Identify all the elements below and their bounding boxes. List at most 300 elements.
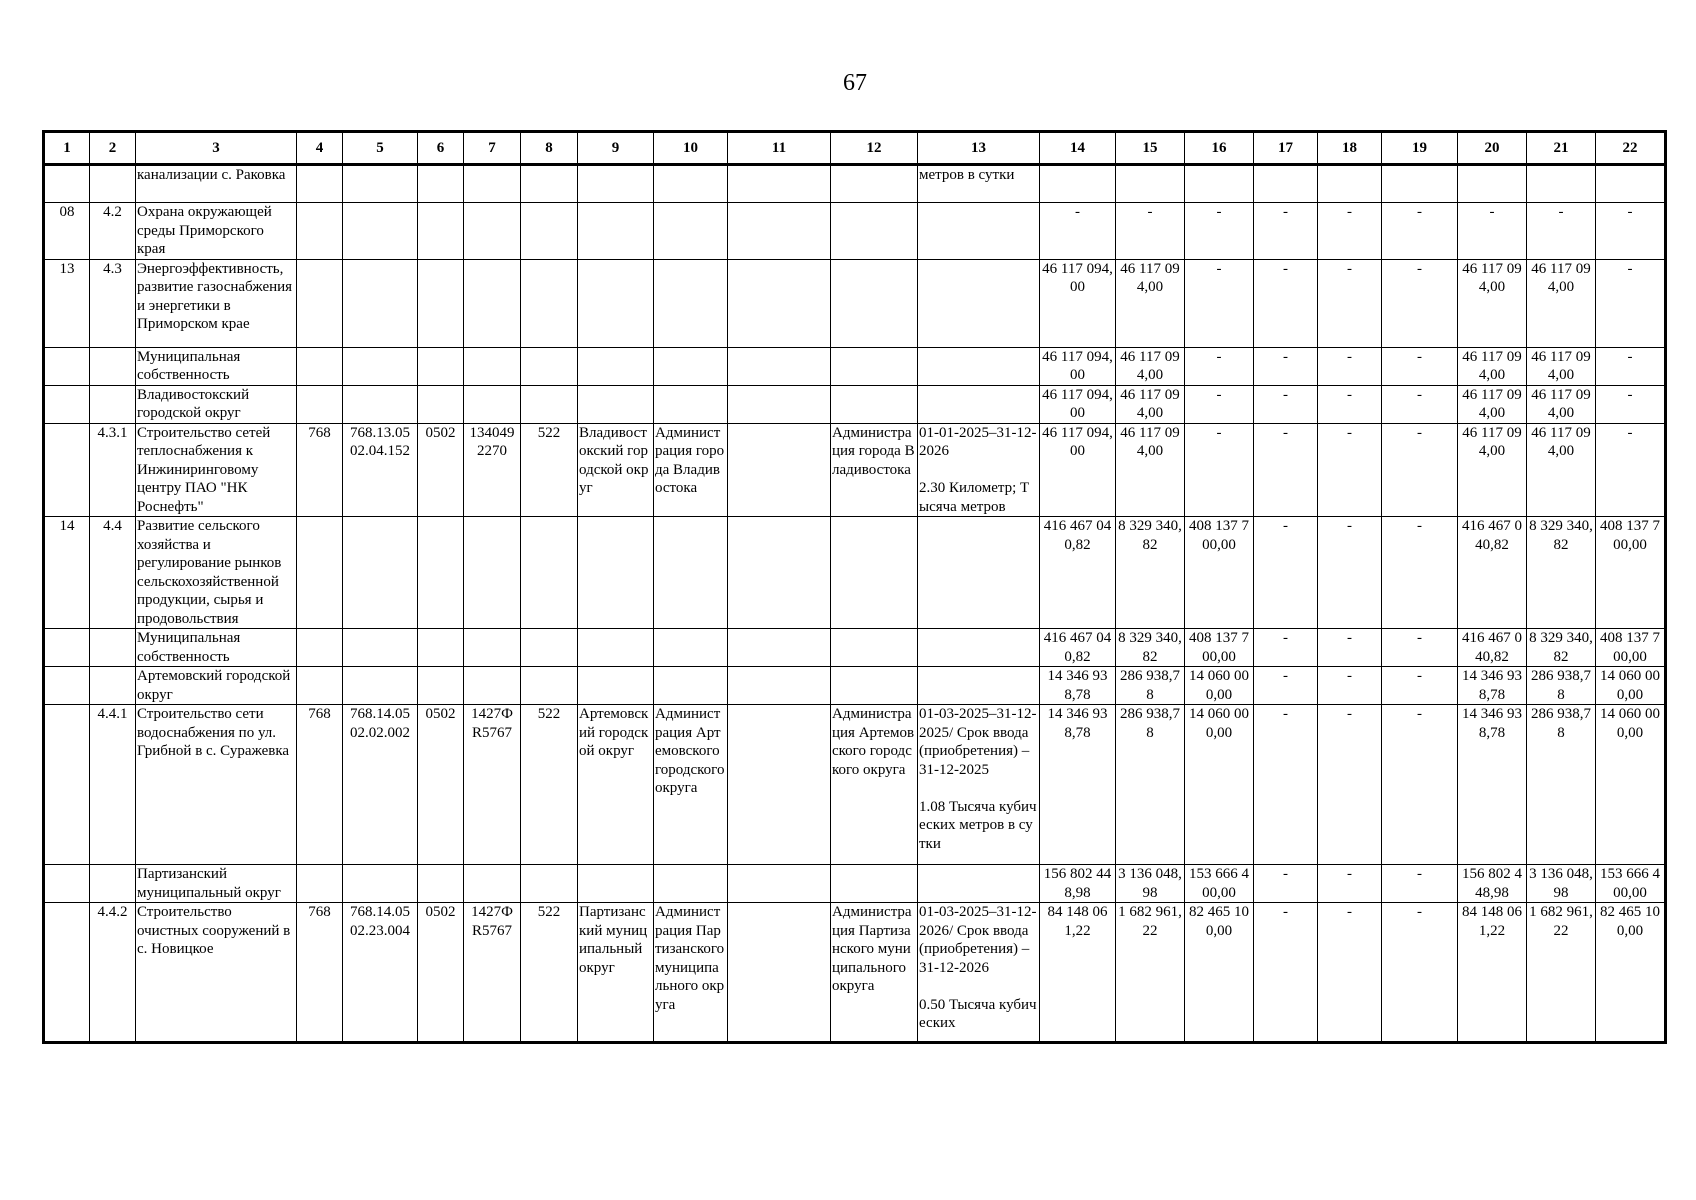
table-cell-col-8: [521, 667, 578, 705]
table-cell-col-12: [831, 385, 918, 423]
table-cell-col-22: -: [1596, 423, 1666, 517]
table-cell-col-17: -: [1254, 259, 1318, 347]
table-cell-col-22: -: [1596, 259, 1666, 347]
table-cell-col-12: [831, 865, 918, 903]
table-cell-col-16: -: [1185, 203, 1254, 260]
column-header-10: 10: [654, 132, 728, 165]
table-cell-col-2: 4.2: [90, 203, 136, 260]
column-header-8: 8: [521, 132, 578, 165]
table-cell-col-2: 4.3: [90, 259, 136, 347]
table-cell-col-3: Владивостокский городской округ: [136, 385, 297, 423]
table-cell-col-18: -: [1318, 705, 1382, 865]
table-cell-col-18: -: [1318, 259, 1382, 347]
table-cell-col-11: [728, 517, 831, 629]
table-cell-col-9: [578, 165, 654, 203]
column-header-4: 4: [297, 132, 343, 165]
table-cell-col-9: [578, 629, 654, 667]
table-cell-col-4: [297, 667, 343, 705]
column-header-16: 16: [1185, 132, 1254, 165]
table-cell-col-20: 156 802 448,98: [1458, 865, 1527, 903]
table-cell-col-13: [918, 203, 1040, 260]
table-cell-col-2: 4.4: [90, 517, 136, 629]
table-cell-col-6: [418, 165, 464, 203]
table-cell-col-14: 46 117 094,00: [1040, 347, 1116, 385]
table-cell-col-22: [1596, 165, 1666, 203]
table-cell-col-21: 46 117 094,00: [1527, 423, 1596, 517]
table-cell-col-13: [918, 385, 1040, 423]
table-cell-col-13: [918, 517, 1040, 629]
table-cell-col-14: 46 117 094,00: [1040, 259, 1116, 347]
table-cell-col-22: -: [1596, 385, 1666, 423]
table-cell-col-20: 46 117 094,00: [1458, 385, 1527, 423]
table-cell-col-11: [728, 423, 831, 517]
table-cell-col-15: 8 329 340,82: [1116, 517, 1185, 629]
column-header-14: 14: [1040, 132, 1116, 165]
table-cell-col-8: 522: [521, 423, 578, 517]
table-cell-col-4: [297, 865, 343, 903]
table-row: [44, 259, 1666, 347]
table-cell-col-7: [464, 203, 521, 260]
table-cell-col-7: [464, 629, 521, 667]
table-row: [44, 667, 1666, 705]
table-cell-col-21: [1527, 165, 1596, 203]
table-cell-col-18: -: [1318, 667, 1382, 705]
table-cell-col-9: Артемовский городской округ: [578, 705, 654, 865]
table-cell-col-19: -: [1382, 259, 1458, 347]
table-cell-col-19: -: [1382, 203, 1458, 260]
table-cell-col-1: [44, 347, 90, 385]
table-cell-col-13: [918, 259, 1040, 347]
table-cell-col-12: [831, 259, 918, 347]
table-cell-col-14: 46 117 094,00: [1040, 423, 1116, 517]
table-cell-col-3: Строительство очистных сооружений в с. Новицкое: [136, 903, 297, 1043]
table-cell-col-8: [521, 865, 578, 903]
table-cell-col-4: [297, 203, 343, 260]
table-cell-col-5: [343, 865, 418, 903]
table-cell-col-1: [44, 423, 90, 517]
table-cell-col-8: [521, 517, 578, 629]
table-cell-col-12: [831, 629, 918, 667]
column-header-17: 17: [1254, 132, 1318, 165]
page-number: 67: [843, 70, 867, 96]
table-cell-col-1: [44, 865, 90, 903]
table-cell-col-6: [418, 667, 464, 705]
table-cell-col-6: [418, 259, 464, 347]
table-row: [44, 385, 1666, 423]
table-cell-col-16: [1185, 165, 1254, 203]
table-cell-col-19: -: [1382, 667, 1458, 705]
table-cell-col-10: Администрация города Владивостока: [654, 423, 728, 517]
table-cell-col-11: [728, 865, 831, 903]
table-cell-col-22: -: [1596, 203, 1666, 260]
table-cell-col-17: -: [1254, 705, 1318, 865]
table-cell-col-16: 153 666 400,00: [1185, 865, 1254, 903]
table-cell-col-18: -: [1318, 385, 1382, 423]
table-cell-col-17: -: [1254, 203, 1318, 260]
table-row: [44, 517, 1666, 629]
table-cell-col-3: Муниципальная собственность: [136, 347, 297, 385]
column-header-19: 19: [1382, 132, 1458, 165]
table-cell-col-22: 14 060 000,00: [1596, 705, 1666, 865]
table-cell-col-6: [418, 517, 464, 629]
table-cell-col-6: 0502: [418, 903, 464, 1043]
table-cell-col-4: [297, 517, 343, 629]
table-cell-col-11: [728, 705, 831, 865]
table-row: [44, 705, 1666, 865]
table-cell-col-2: 4.3.1: [90, 423, 136, 517]
table-cell-col-20: 14 346 938,78: [1458, 667, 1527, 705]
table-cell-col-19: -: [1382, 865, 1458, 903]
table-cell-col-11: [728, 165, 831, 203]
table-cell-col-20: 46 117 094,00: [1458, 423, 1527, 517]
table-cell-col-3: Строительство сетей теплоснабжения к Инжиниринговому центру ПАО "НК Роснефть": [136, 423, 297, 517]
table-cell-col-19: -: [1382, 517, 1458, 629]
table-cell-col-14: 46 117 094,00: [1040, 385, 1116, 423]
column-header-12: 12: [831, 132, 918, 165]
table-cell-col-5: 768.14.05 02.02.002: [343, 705, 418, 865]
table-cell-col-4: 768: [297, 705, 343, 865]
column-header-11: 11: [728, 132, 831, 165]
table-cell-col-15: 46 117 094,00: [1116, 347, 1185, 385]
table-cell-col-8: [521, 165, 578, 203]
table-cell-col-4: [297, 347, 343, 385]
table-cell-col-10: [654, 629, 728, 667]
table-cell-col-18: -: [1318, 903, 1382, 1043]
table-cell-col-10: [654, 259, 728, 347]
table-cell-col-8: [521, 385, 578, 423]
table-cell-col-7: [464, 667, 521, 705]
table-cell-col-2: [90, 165, 136, 203]
table-header-row: [44, 132, 1666, 165]
table-row: [44, 165, 1666, 203]
table-cell-col-5: 768.14.05 02.23.004: [343, 903, 418, 1043]
table-cell-col-7: [464, 259, 521, 347]
table-cell-col-18: [1318, 165, 1382, 203]
table-cell-col-19: -: [1382, 347, 1458, 385]
table-cell-col-3: Партизанский муниципальный округ: [136, 865, 297, 903]
table-cell-col-4: [297, 259, 343, 347]
table-cell-col-4: [297, 629, 343, 667]
table-cell-col-1: [44, 705, 90, 865]
table-cell-col-21: 46 117 094,00: [1527, 347, 1596, 385]
table-cell-col-1: [44, 903, 90, 1043]
table-cell-col-21: -: [1527, 203, 1596, 260]
table-cell-col-9: [578, 347, 654, 385]
table-cell-col-13: [918, 865, 1040, 903]
budget-table: [42, 130, 1667, 1044]
table-cell-col-17: -: [1254, 903, 1318, 1043]
table-cell-col-10: Администрация Артемовского городского округа: [654, 705, 728, 865]
table-cell-col-22: 408 137 700,00: [1596, 629, 1666, 667]
table-cell-col-9: [578, 203, 654, 260]
table-cell-col-21: 8 329 340,82: [1527, 629, 1596, 667]
table-cell-col-22: 82 465 100,00: [1596, 903, 1666, 1043]
table-cell-col-5: 768.13.05 02.04.152: [343, 423, 418, 517]
table-cell-col-15: -: [1116, 203, 1185, 260]
table-cell-col-9: [578, 517, 654, 629]
table-cell-col-20: 84 148 061,22: [1458, 903, 1527, 1043]
table-cell-col-22: 408 137 700,00: [1596, 517, 1666, 629]
table-cell-col-1: 08: [44, 203, 90, 260]
table-cell-col-2: [90, 347, 136, 385]
table-cell-col-18: -: [1318, 517, 1382, 629]
table-cell-col-9: [578, 385, 654, 423]
table-cell-col-9: [578, 865, 654, 903]
table-cell-col-14: 14 346 938,78: [1040, 705, 1116, 865]
table-cell-col-7: [464, 385, 521, 423]
table-cell-col-11: [728, 667, 831, 705]
table-cell-col-16: 408 137 700,00: [1185, 629, 1254, 667]
table-cell-col-13: 01-01-2025–31-12-2026 2.30 Километр; Тысяча метров: [918, 423, 1040, 517]
table-cell-col-17: -: [1254, 385, 1318, 423]
table-cell-col-3: Строительство сети водоснабжения по ул. Грибной в с. Суражевка: [136, 705, 297, 865]
table-cell-col-7: 1427Ф R5767: [464, 903, 521, 1043]
table-cell-col-2: [90, 865, 136, 903]
table-cell-col-19: -: [1382, 423, 1458, 517]
table-cell-col-4: [297, 385, 343, 423]
table-cell-col-6: [418, 629, 464, 667]
table-cell-col-1: 13: [44, 259, 90, 347]
table-cell-col-3: Энергоэффективность, развитие газоснабжения и энергетики в Приморском крае: [136, 259, 297, 347]
table-cell-col-16: 14 060 000,00: [1185, 667, 1254, 705]
table-cell-col-5: [343, 667, 418, 705]
table-cell-col-1: [44, 667, 90, 705]
table-cell-col-1: 14: [44, 517, 90, 629]
table-cell-col-16: -: [1185, 347, 1254, 385]
table-row: [44, 903, 1666, 1043]
table-cell-col-3: Развитие сельского хозяйства и регулирование рынков сельскохозяйственной продукции, сырья и продовольствия: [136, 517, 297, 629]
table-cell-col-14: 416 467 040,82: [1040, 629, 1116, 667]
table-cell-col-12: [831, 517, 918, 629]
table-cell-col-20: 416 467 040,82: [1458, 517, 1527, 629]
table-body: [44, 165, 1666, 1043]
table-cell-col-8: 522: [521, 705, 578, 865]
table-cell-col-15: 46 117 094,00: [1116, 385, 1185, 423]
table-cell-col-17: -: [1254, 517, 1318, 629]
table-cell-col-16: 408 137 700,00: [1185, 517, 1254, 629]
table-cell-col-15: 46 117 094,00: [1116, 423, 1185, 517]
table-cell-col-11: [728, 203, 831, 260]
table-cell-col-4: 768: [297, 903, 343, 1043]
table-cell-col-12: [831, 203, 918, 260]
table-cell-col-13: [918, 667, 1040, 705]
table-cell-col-19: [1382, 165, 1458, 203]
column-header-21: 21: [1527, 132, 1596, 165]
table-cell-col-20: 46 117 094,00: [1458, 259, 1527, 347]
table-cell-col-3: Артемовский городской округ: [136, 667, 297, 705]
column-header-1: 1: [44, 132, 90, 165]
column-header-2: 2: [90, 132, 136, 165]
table-cell-col-2: [90, 385, 136, 423]
table-cell-col-11: [728, 903, 831, 1043]
table-cell-col-14: [1040, 165, 1116, 203]
table-cell-col-7: [464, 347, 521, 385]
table-cell-col-2: 4.4.1: [90, 705, 136, 865]
table-cell-col-10: [654, 203, 728, 260]
table-cell-col-9: [578, 259, 654, 347]
table-cell-col-10: [654, 385, 728, 423]
table-cell-col-10: [654, 667, 728, 705]
table-cell-col-6: 0502: [418, 705, 464, 865]
table-row: [44, 203, 1666, 260]
table-cell-col-17: [1254, 165, 1318, 203]
table-cell-col-17: -: [1254, 423, 1318, 517]
table-cell-col-9: Владивостокский городской округ: [578, 423, 654, 517]
table-cell-col-10: [654, 347, 728, 385]
column-header-18: 18: [1318, 132, 1382, 165]
table-cell-col-7: [464, 165, 521, 203]
table-cell-col-10: Администрация Партизанского муниципального округа: [654, 903, 728, 1043]
table-cell-col-17: -: [1254, 629, 1318, 667]
table-cell-col-21: 286 938,78: [1527, 705, 1596, 865]
column-header-15: 15: [1116, 132, 1185, 165]
table-cell-col-14: 14 346 938,78: [1040, 667, 1116, 705]
table-cell-col-5: [343, 203, 418, 260]
table-cell-col-14: 84 148 061,22: [1040, 903, 1116, 1043]
table-cell-col-16: -: [1185, 423, 1254, 517]
table-cell-col-3: Охрана окружающей среды Приморского края: [136, 203, 297, 260]
table-cell-col-10: [654, 517, 728, 629]
table-cell-col-13: [918, 347, 1040, 385]
table-cell-col-15: 3 136 048,98: [1116, 865, 1185, 903]
table-cell-col-15: 46 117 094,00: [1116, 259, 1185, 347]
column-header-20: 20: [1458, 132, 1527, 165]
table-cell-col-7: 134049 2270: [464, 423, 521, 517]
table-cell-col-21: 46 117 094,00: [1527, 259, 1596, 347]
table-cell-col-5: [343, 259, 418, 347]
table-cell-col-16: 82 465 100,00: [1185, 903, 1254, 1043]
table-cell-col-10: [654, 165, 728, 203]
table-cell-col-22: 153 666 400,00: [1596, 865, 1666, 903]
table-cell-col-1: [44, 165, 90, 203]
table-cell-col-18: -: [1318, 203, 1382, 260]
table-cell-col-12: [831, 165, 918, 203]
column-header-5: 5: [343, 132, 418, 165]
table-cell-col-20: [1458, 165, 1527, 203]
table-cell-col-19: -: [1382, 903, 1458, 1043]
table-cell-col-5: [343, 517, 418, 629]
table-cell-col-17: -: [1254, 667, 1318, 705]
table-cell-col-19: -: [1382, 385, 1458, 423]
table-cell-col-6: [418, 203, 464, 260]
table-cell-col-17: -: [1254, 865, 1318, 903]
table-cell-col-12: [831, 667, 918, 705]
table-cell-col-18: -: [1318, 423, 1382, 517]
table-cell-col-5: [343, 385, 418, 423]
table-cell-col-5: [343, 165, 418, 203]
table-row: [44, 347, 1666, 385]
table-cell-col-16: -: [1185, 385, 1254, 423]
table-cell-col-10: [654, 865, 728, 903]
table-cell-col-18: -: [1318, 865, 1382, 903]
table-cell-col-8: [521, 259, 578, 347]
table-cell-col-5: [343, 347, 418, 385]
column-header-9: 9: [578, 132, 654, 165]
table-row: [44, 865, 1666, 903]
table-cell-col-11: [728, 629, 831, 667]
table-cell-col-18: -: [1318, 629, 1382, 667]
table-cell-col-22: -: [1596, 347, 1666, 385]
table-cell-col-21: 46 117 094,00: [1527, 385, 1596, 423]
table-cell-col-16: -: [1185, 259, 1254, 347]
table-cell-col-15: 8 329 340,82: [1116, 629, 1185, 667]
table-cell-col-2: [90, 667, 136, 705]
table-cell-col-21: 8 329 340,82: [1527, 517, 1596, 629]
column-header-22: 22: [1596, 132, 1666, 165]
table-cell-col-7: [464, 517, 521, 629]
table-cell-col-16: 14 060 000,00: [1185, 705, 1254, 865]
table-cell-col-21: 286 938,78: [1527, 667, 1596, 705]
table-cell-col-3: Муниципальная собственность: [136, 629, 297, 667]
table-cell-col-14: -: [1040, 203, 1116, 260]
table-cell-col-7: [464, 865, 521, 903]
table-cell-col-12: Администрация города Владивостока: [831, 423, 918, 517]
table-cell-col-20: 14 346 938,78: [1458, 705, 1527, 865]
table-cell-col-2: [90, 629, 136, 667]
table-cell-col-2: 4.4.2: [90, 903, 136, 1043]
table-cell-col-1: [44, 385, 90, 423]
table-cell-col-5: [343, 629, 418, 667]
table-cell-col-8: 522: [521, 903, 578, 1043]
column-header-3: 3: [136, 132, 297, 165]
table-cell-col-11: [728, 385, 831, 423]
table-row: [44, 629, 1666, 667]
table-cell-col-4: [297, 165, 343, 203]
table-cell-col-13: 01-03-2025–31-12-2026/ Срок ввода (приобретения) – 31-12-2026 0.50 Тысяча кубических: [918, 903, 1040, 1043]
table-cell-col-20: 416 467 040,82: [1458, 629, 1527, 667]
table-cell-col-13: 01-03-2025–31-12-2025/ Срок ввода (приобретения) – 31-12-2025 1.08 Тысяча кубических метров в сутки: [918, 705, 1040, 865]
table-cell-col-15: 286 938,78: [1116, 667, 1185, 705]
table-cell-col-6: 0502: [418, 423, 464, 517]
column-header-7: 7: [464, 132, 521, 165]
table-cell-col-15: 286 938,78: [1116, 705, 1185, 865]
table-cell-col-8: [521, 203, 578, 260]
table-cell-col-19: -: [1382, 705, 1458, 865]
table-cell-col-14: 156 802 448,98: [1040, 865, 1116, 903]
column-header-13: 13: [918, 132, 1040, 165]
table-cell-col-11: [728, 259, 831, 347]
table-cell-col-11: [728, 347, 831, 385]
table-cell-col-17: -: [1254, 347, 1318, 385]
table-cell-col-12: [831, 347, 918, 385]
table-cell-col-9: [578, 667, 654, 705]
table-cell-col-6: [418, 347, 464, 385]
table-cell-col-8: [521, 347, 578, 385]
table-cell-col-3: канализации с. Раковка: [136, 165, 297, 203]
table-cell-col-12: Администрация Артемовского городского округа: [831, 705, 918, 865]
table-cell-col-12: Администрация Партизанского муниципального округа: [831, 903, 918, 1043]
column-header-6: 6: [418, 132, 464, 165]
table-row: [44, 423, 1666, 517]
table-cell-col-6: [418, 385, 464, 423]
table-cell-col-6: [418, 865, 464, 903]
table-cell-col-21: 1 682 961,22: [1527, 903, 1596, 1043]
table-cell-col-13: метров в сутки: [918, 165, 1040, 203]
table-cell-col-20: 46 117 094,00: [1458, 347, 1527, 385]
table-cell-col-19: -: [1382, 629, 1458, 667]
table-cell-col-1: [44, 629, 90, 667]
table-cell-col-21: 3 136 048,98: [1527, 865, 1596, 903]
table-cell-col-20: -: [1458, 203, 1527, 260]
table-cell-col-18: -: [1318, 347, 1382, 385]
table-cell-col-4: 768: [297, 423, 343, 517]
table-cell-col-22: 14 060 000,00: [1596, 667, 1666, 705]
table-cell-col-8: [521, 629, 578, 667]
table-cell-col-15: [1116, 165, 1185, 203]
table-cell-col-13: [918, 629, 1040, 667]
table-cell-col-9: Партизанский муниципальный округ: [578, 903, 654, 1043]
table-cell-col-7: 1427Ф R5767: [464, 705, 521, 865]
